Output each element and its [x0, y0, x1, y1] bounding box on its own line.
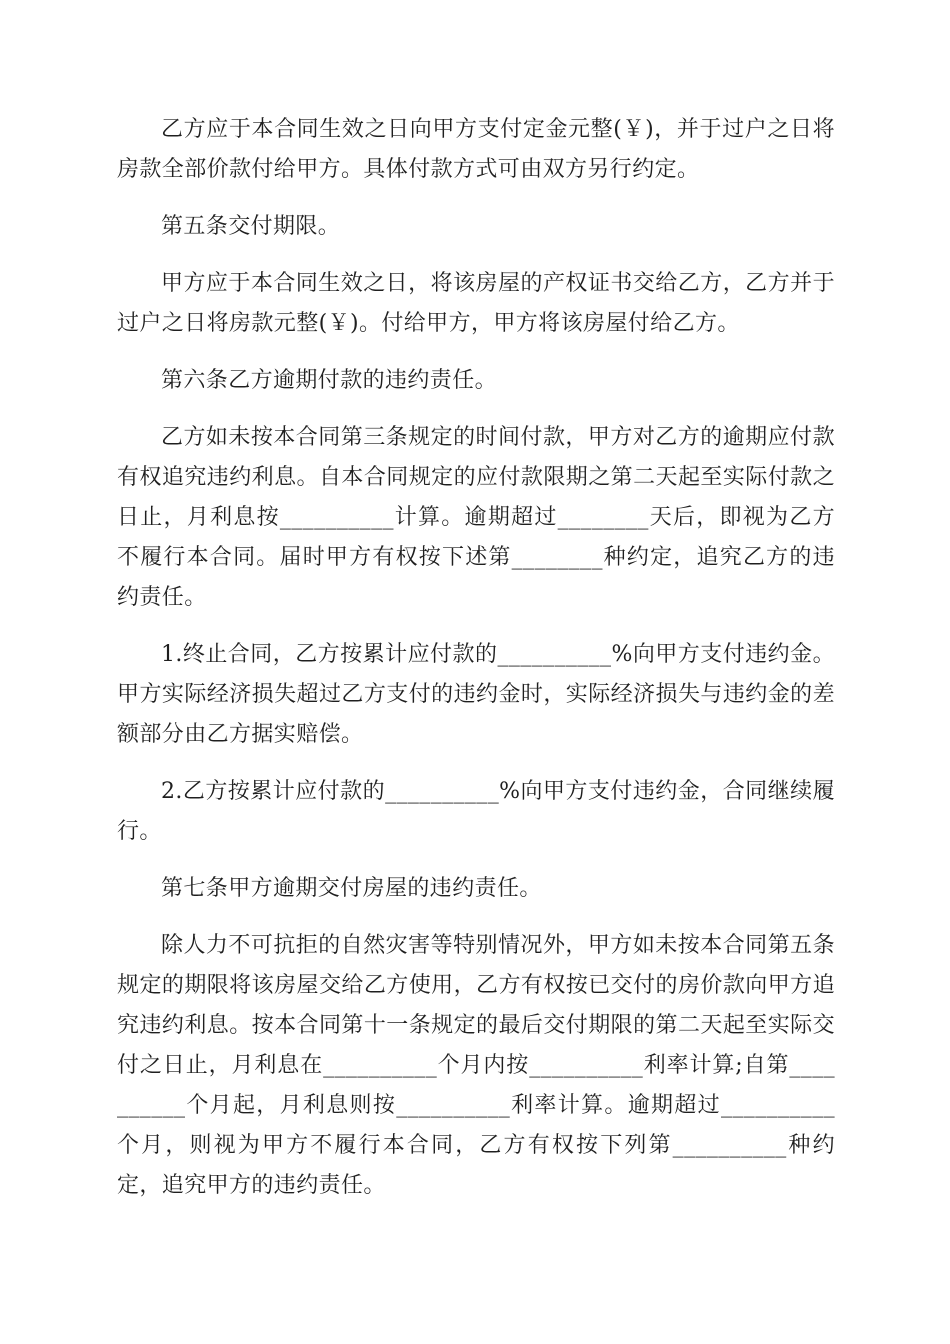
paragraph-late-delivery: 除人力不可抗拒的自然灾害等特别情况外，甲方如未按本合同第五条规定的期限将该房屋交给乙方使用，乙方有权按已交付的房价款向甲方追究违约利息。按本合同第十一条规定的最后交付期限的第二天起至实际交付之日止，月利息在__________个月内按__________利率计算;自第__________个月起，月利息则按__________利率计算。逾期超过__________个月，则视为甲方不履行本合同，乙方有权按下列第__________种约定，追究甲方的违约责任。: [117, 933, 835, 1198]
document-body: [117, 110, 835, 1223]
paragraph-deposit-payment: 乙方应于本合同生效之日向甲方支付定金元整(￥)，并于过户之日将房款全部价款付给甲方。具体付款方式可由双方另行约定。: [117, 117, 835, 182]
paragraph-option-1: 1.终止合同，乙方按累计应付款的__________%向甲方支付违约金。甲方实际经济损失超过乙方支付的违约金时，实际经济损失与违约金的差额部分由乙方据实赔偿。: [117, 642, 835, 747]
heading-article-6: 第六条乙方逾期付款的违约责任。: [161, 368, 498, 393]
paragraph-option-2: 2.乙方按累计应付款的__________%向甲方支付违约金，合同继续履行。: [117, 779, 835, 844]
heading-article-7: 第七条甲方逾期交付房屋的违约责任。: [161, 876, 542, 901]
paragraph-late-payment: 乙方如未按本合同第三条规定的时间付款，甲方对乙方的逾期应付款有权追究违约利息。自本合同规定的应付款限期之第二天起至实际付款之日止，月利息按__________计算。逾期超过________天后，即视为乙方不履行本合同。届时甲方有权按下述第________种约定，追究乙方的违约责任。: [117, 425, 835, 610]
heading-article-5: 第五条交付期限。: [161, 214, 341, 239]
paragraph-delivery-deadline: 甲方应于本合同生效之日，将该房屋的产权证书交给乙方，乙方并于过户之日将房款元整(￥)。付给甲方，甲方将该房屋付给乙方。: [117, 271, 835, 336]
